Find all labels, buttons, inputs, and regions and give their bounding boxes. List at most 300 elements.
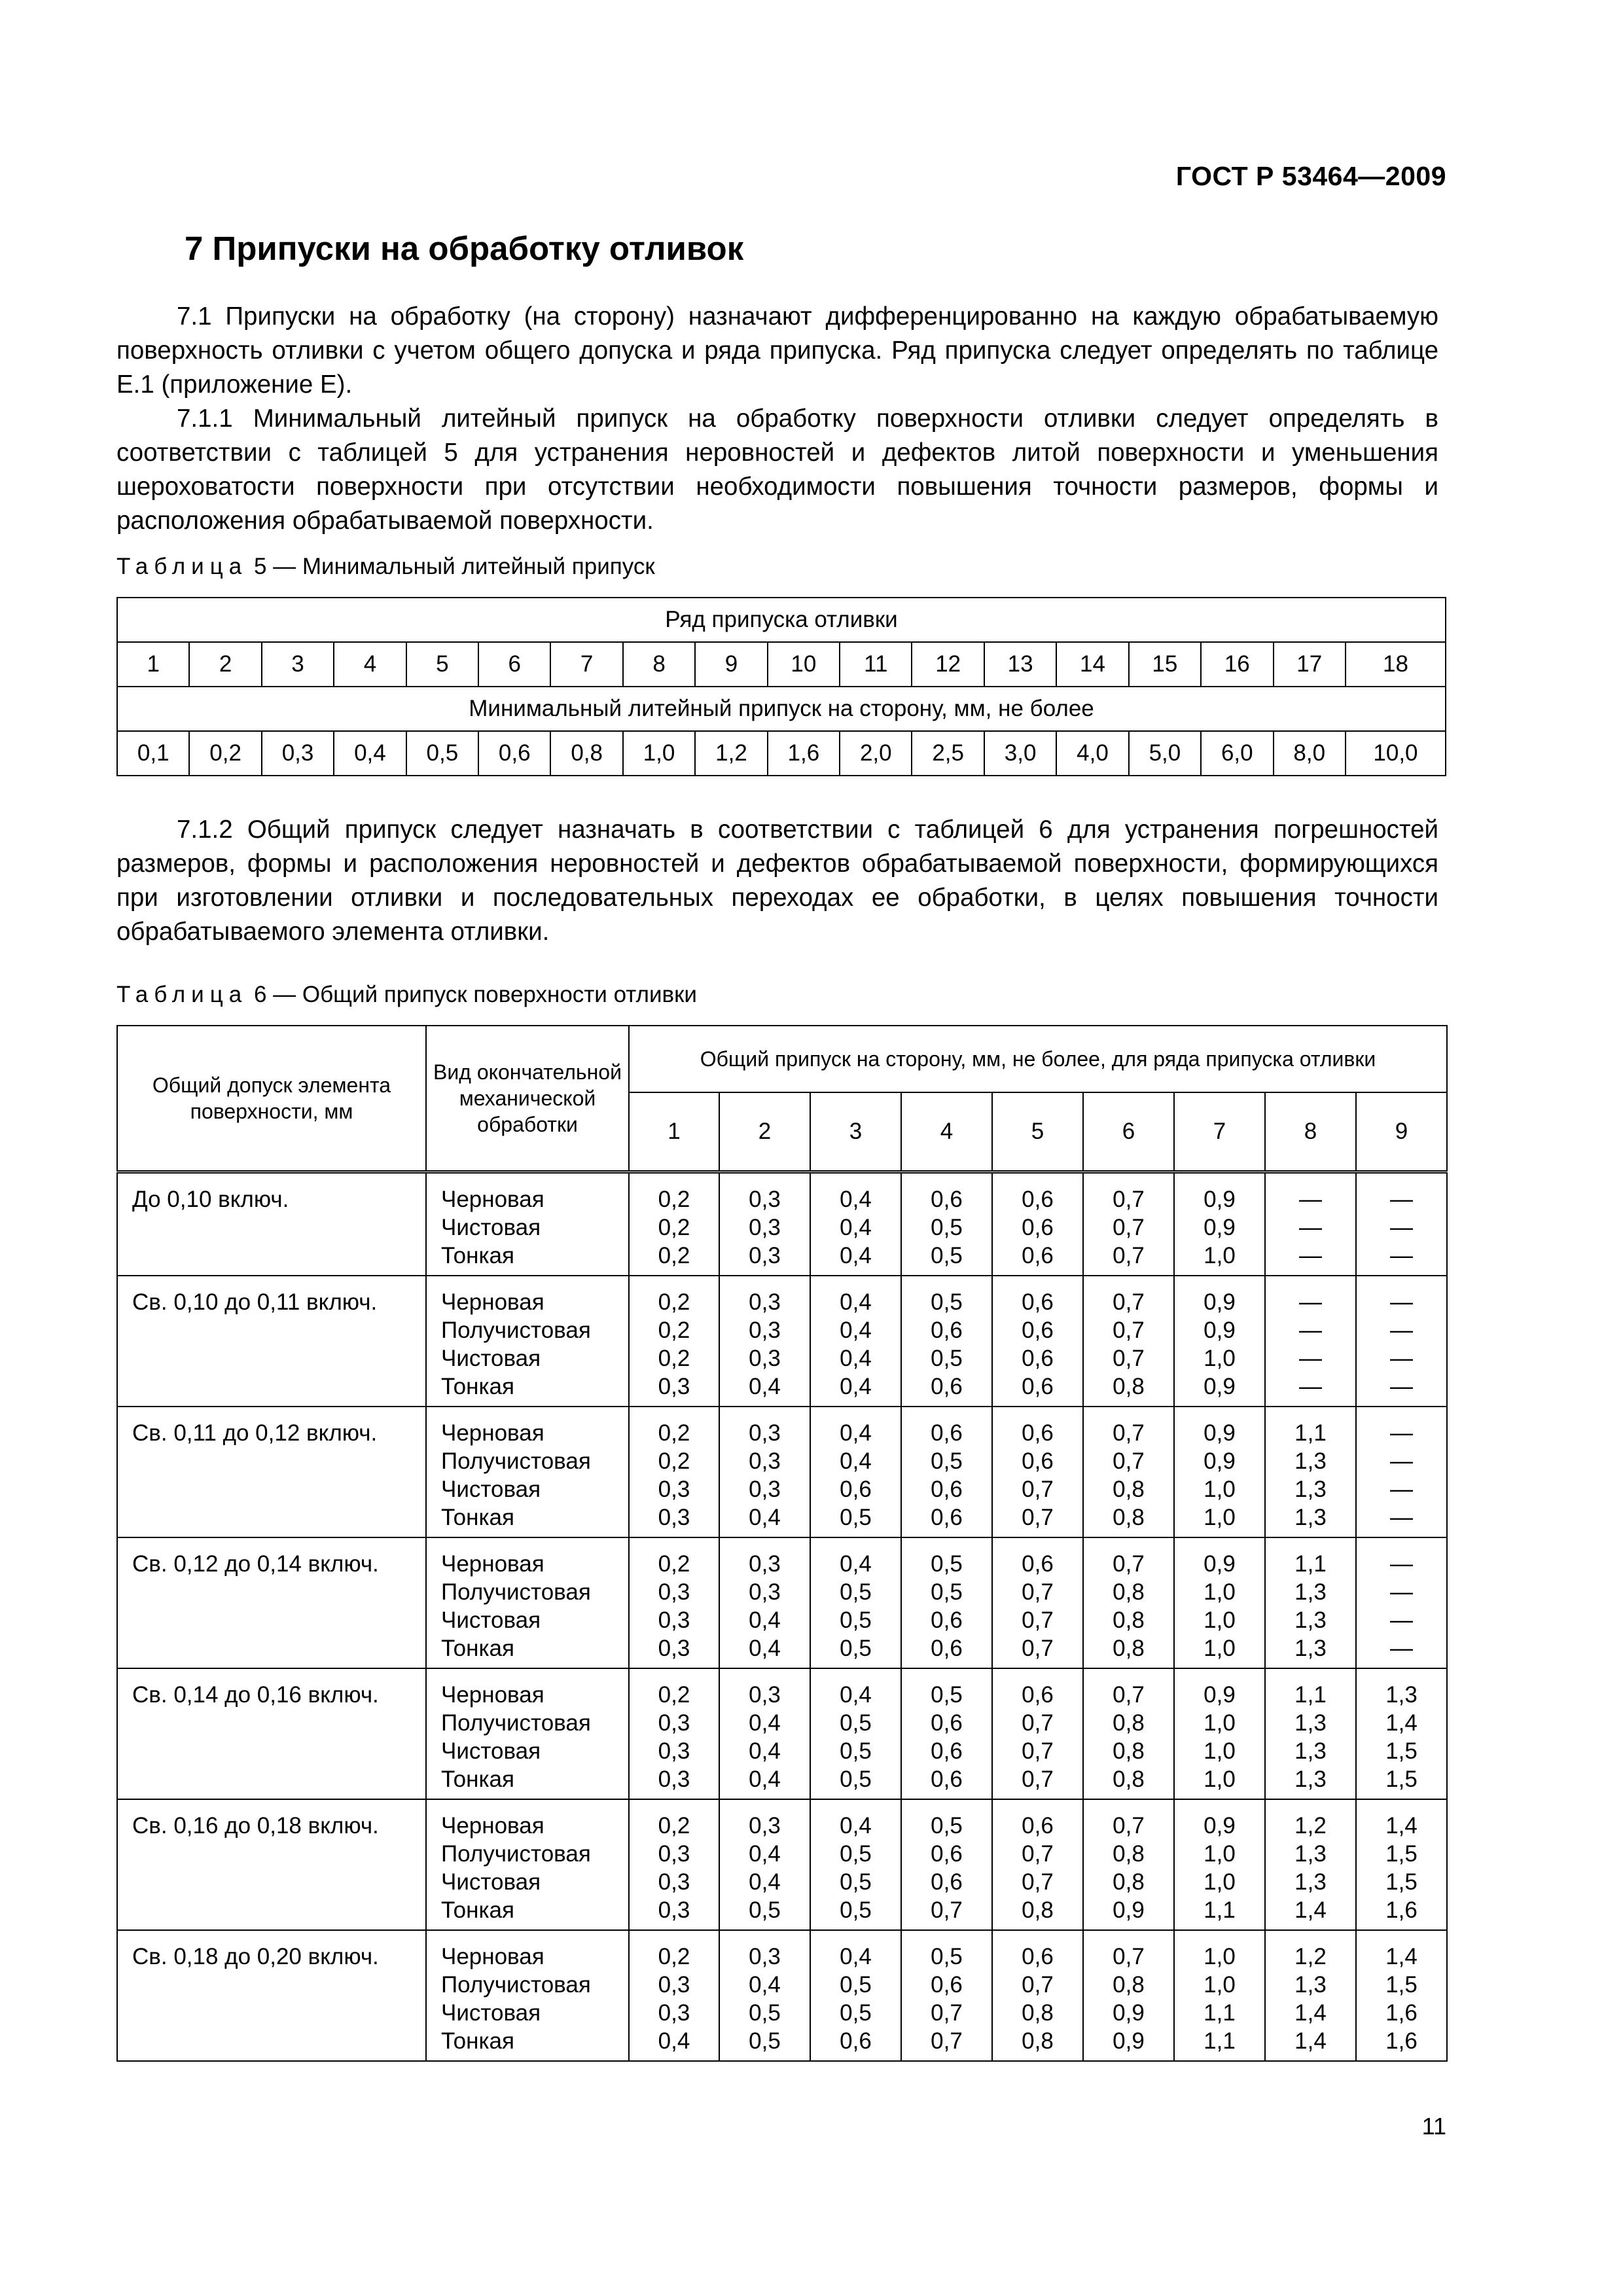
table6-value-line: —: [1299, 1289, 1322, 1315]
table6-value-line: 0,4: [749, 1841, 781, 1867]
table6-value-cell: [810, 1537, 901, 1668]
table6-value-line: 0,6: [1022, 1243, 1054, 1268]
table6-value-line: 0,4: [749, 1710, 781, 1736]
table6-series-cell: 5: [992, 1092, 1083, 1172]
table6-kind-line: Черновая: [441, 1420, 544, 1446]
table6-value-line: 1,1: [1294, 1682, 1327, 1708]
table6-value-line: 0,5: [931, 1289, 963, 1315]
table6-value-cell: [992, 1407, 1083, 1537]
table6-kind-cell: [426, 1276, 629, 1407]
table-6: [116, 1025, 1448, 2062]
table6-value-line: 0,6: [931, 1972, 963, 1998]
table6-value-line: 0,7: [1113, 1289, 1145, 1315]
table6-value-line: 0,4: [840, 1289, 872, 1315]
table6-value-line: 0,3: [749, 1318, 781, 1343]
table6-value-line: 0,6: [1022, 1215, 1054, 1240]
table6-value-line: 0,4: [840, 1187, 872, 1212]
table6-value-line: 0,3: [658, 1636, 690, 1661]
table6-value-line: 1,3: [1294, 1841, 1327, 1867]
table6-value-cell: [810, 1172, 901, 1276]
table6-value-line: 0,8: [1113, 1607, 1145, 1633]
table5-series-cell: 14: [1056, 642, 1128, 687]
table6-value-line: 0,3: [658, 1607, 690, 1633]
table6-value-line: —: [1390, 1477, 1414, 1502]
table5-value-cell: 2,5: [912, 731, 984, 776]
table6-value-line: 0,4: [749, 1374, 781, 1399]
table6-value-cell: [992, 1930, 1083, 2061]
table6-value-line: 0,9: [1204, 1215, 1236, 1240]
table6-value-line: 0,2: [658, 1289, 690, 1315]
table6-kind-line: Чистовая: [441, 1869, 541, 1895]
table6-value-line: 0,8: [1022, 2028, 1054, 2054]
table6-value-line: 0,8: [1113, 1767, 1145, 1792]
table6-group-row: [117, 1799, 1447, 1930]
table6-value-cell: [1356, 1407, 1447, 1537]
table6-value-line: 0,5: [840, 1579, 872, 1605]
table5-series-cell: 3: [262, 642, 334, 687]
table6-value-cell: [1265, 1930, 1356, 2061]
table6-value-cell: [719, 1799, 810, 1930]
table6-value-cell: [992, 1537, 1083, 1668]
table6-series-cell: 7: [1174, 1092, 1265, 1172]
table6-kind-line: Получистовая: [441, 1972, 591, 1998]
table6-value-line: 0,6: [931, 1374, 963, 1399]
table5-series-cell: 4: [334, 642, 406, 687]
table6-value-line: 0,6: [1022, 1187, 1054, 1212]
table6-value-cell: [629, 1537, 719, 1668]
table6-value-line: 0,8: [1113, 1869, 1145, 1895]
table6-value-cell: [992, 1668, 1083, 1799]
table6-group-row: [117, 1930, 1447, 2061]
table6-value-cell: [1174, 1172, 1265, 1276]
table6-value-line: 0,8: [1113, 1477, 1145, 1502]
table6-value-line: —: [1390, 1448, 1414, 1474]
table6-value-line: 1,0: [1204, 1243, 1236, 1268]
table6-value-line: 0,7: [1022, 1477, 1054, 1502]
table6-range-cell: До 0,10 включ.: [117, 1172, 426, 1276]
table6-value-line: 1,4: [1294, 2028, 1327, 2054]
table6-kind-cell: [426, 1407, 629, 1537]
table6-value-line: 1,6: [1385, 2028, 1418, 2054]
table6-value-line: 1,0: [1204, 1346, 1236, 1371]
table6-value-line: 0,3: [658, 1505, 690, 1530]
table6-kind-line: Черновая: [441, 1551, 544, 1577]
table6-value-line: 0,9: [1204, 1813, 1236, 1839]
table6-value-line: 0,4: [840, 1682, 872, 1708]
table6-value-line: 0,3: [658, 1767, 690, 1792]
table5-value-cell: 4,0: [1056, 731, 1128, 776]
table6-value-cell: [1174, 1407, 1265, 1537]
table6-value-cell: [1083, 1172, 1174, 1276]
table6-value-line: 0,6: [1022, 1682, 1054, 1708]
paragraph-7-1-2: 7.1.2 Общий припуск следует назначать в соответствии с таблицей 6 для устранения погрешностей размеров, формы и расположения неровностей и дефектов обрабатываемой поверхности, формирующихся при изготовлении отливки и последовательных переходах ее обработки, в целях повышения точности обрабатываемого элемента отливки.: [116, 816, 1438, 946]
table6-kind-line: Черновая: [441, 1187, 544, 1212]
table6-value-line: 0,6: [840, 1477, 872, 1502]
table6-group-row: [117, 1172, 1447, 1276]
table5-series-cell: 15: [1129, 642, 1201, 687]
table6-range-cell: Св. 0,16 до 0,18 включ.: [117, 1799, 426, 1930]
table6-group-row: [117, 1537, 1447, 1668]
table6-value-line: 1,4: [1294, 1897, 1327, 1923]
table6-value-line: 0,9: [1204, 1187, 1236, 1212]
table6-value-line: 0,3: [749, 1682, 781, 1708]
table6-value-line: 0,5: [840, 2000, 872, 2026]
table5-series-cell: 7: [550, 642, 622, 687]
table6-value-line: 0,7: [1022, 1767, 1054, 1792]
table6-value-line: 0,4: [840, 1420, 872, 1446]
table6-value-line: 0,3: [749, 1215, 781, 1240]
table6-value-cell: [1174, 1537, 1265, 1668]
table6-value-cell: [901, 1172, 992, 1276]
table6-value-line: 1,2: [1294, 1813, 1327, 1839]
table6-value-line: 0,3: [749, 1944, 781, 1969]
table6-value-line: 0,5: [931, 1243, 963, 1268]
table6-value-cell: [1174, 1668, 1265, 1799]
table6-value-line: 0,2: [658, 1318, 690, 1343]
table6-value-line: 0,9: [1204, 1318, 1236, 1343]
table6-value-line: 0,6: [931, 1767, 963, 1792]
table6-value-line: 1,0: [1204, 1738, 1236, 1764]
table6-value-line: 1,6: [1385, 2000, 1418, 2026]
table6-value-line: 1,5: [1385, 1972, 1418, 1998]
table6-value-line: —: [1299, 1187, 1322, 1212]
table6-value-cell: [901, 1668, 992, 1799]
table6-value-line: 1,3: [1294, 1448, 1327, 1474]
table6-value-cell: [810, 1407, 901, 1537]
table6-value-line: 0,8: [1113, 1738, 1145, 1764]
table6-value-cell: [719, 1930, 810, 2061]
table6-value-cell: [719, 1537, 810, 1668]
table6-value-line: 0,7: [1113, 1346, 1145, 1371]
table6-value-line: 0,9: [1113, 2028, 1145, 2054]
table6-value-line: 0,6: [1022, 1289, 1054, 1315]
table6-value-cell: [1083, 1276, 1174, 1407]
table5-series-cell: 16: [1201, 642, 1273, 687]
table6-kind-line: Тонкая: [441, 2028, 514, 2054]
table5-header-row: [117, 598, 1446, 642]
table6-value-line: 0,7: [1022, 1710, 1054, 1736]
table6-value-line: 0,6: [1022, 1346, 1054, 1371]
table-5: [116, 597, 1446, 776]
table6-allowance-header: Общий припуск на сторону, мм, не более, для ряда припуска отливки: [629, 1026, 1447, 1092]
table6-value-cell: [810, 1799, 901, 1930]
table6-value-line: 0,2: [658, 1420, 690, 1446]
table5-value-cell: 2,0: [840, 731, 912, 776]
table6-value-line: 0,8: [1113, 1710, 1145, 1736]
table6-value-cell: [1174, 1930, 1265, 2061]
table6-value-cell: [1356, 1537, 1447, 1668]
table6-value-line: 0,2: [658, 1551, 690, 1577]
table6-value-cell: [1265, 1537, 1356, 1668]
table6-value-line: 0,3: [658, 1477, 690, 1502]
paragraph-block-2: [116, 813, 1438, 949]
table6-value-line: 0,5: [931, 1944, 963, 1969]
table5-series-header: Ряд припуска отливки: [117, 598, 1446, 642]
table5-series-cell: 12: [912, 642, 984, 687]
table6-value-line: 0,6: [1022, 1944, 1054, 1969]
table6-value-line: 0,7: [1022, 1636, 1054, 1661]
table6-value-line: 0,7: [1113, 1551, 1145, 1577]
table6-value-line: —: [1390, 1551, 1414, 1577]
table6-value-line: —: [1390, 1289, 1414, 1315]
table6-value-line: 1,5: [1385, 1738, 1418, 1764]
table6-value-cell: [810, 1276, 901, 1407]
table6-value-cell: [629, 1799, 719, 1930]
table6-value-line: —: [1390, 1243, 1414, 1268]
table6-value-cell: [1265, 1276, 1356, 1407]
table6-value-line: 0,5: [840, 1972, 872, 1998]
table6-value-line: 1,5: [1385, 1869, 1418, 1895]
table6-value-cell: [1356, 1172, 1447, 1276]
table6-value-line: 0,5: [931, 1813, 963, 1839]
paragraph-7-1-1: 7.1.1 Минимальный литейный припуск на обработку поверхности отливки следует определять в соответствии с таблицей 5 для устранения неровностей и дефектов литой поверхности и уменьшения шероховатости поверхности при отсутствии необходимости повышения точности размеров, формы и расположения обрабатываемой поверхности.: [116, 404, 1438, 535]
table6-value-line: 1,4: [1385, 1710, 1418, 1736]
table6-value-line: 1,6: [1385, 1897, 1418, 1923]
table6-series-cell: 1: [629, 1092, 719, 1172]
table6-value-line: 0,7: [1113, 1448, 1145, 1474]
table6-value-line: 0,7: [1113, 1813, 1145, 1839]
table5-series-cell: 13: [984, 642, 1056, 687]
table6-value-line: 0,3: [658, 1897, 690, 1923]
table5-value-cell: 0,4: [334, 731, 406, 776]
table6-value-line: 0,5: [840, 1767, 872, 1792]
table6-value-line: 0,6: [931, 1710, 963, 1736]
table6-value-line: —: [1390, 1420, 1414, 1446]
section-title: 7 Припуски на обработку отливок: [185, 230, 744, 267]
table6-value-line: 0,7: [931, 1897, 963, 1923]
table6-value-line: —: [1390, 1505, 1414, 1530]
table6-kind-line: Получистовая: [441, 1710, 591, 1736]
table6-series-cell: 4: [901, 1092, 992, 1172]
table6-value-cell: [719, 1276, 810, 1407]
table5-caption-word: Таблица: [116, 554, 248, 579]
table5-series-cell: 8: [623, 642, 695, 687]
table6-value-line: 0,6: [931, 1187, 963, 1212]
table6-value-line: 0,4: [840, 1318, 872, 1343]
table6-value-cell: [992, 1799, 1083, 1930]
table6-value-line: 0,4: [749, 1738, 781, 1764]
table6-value-line: 1,3: [1294, 1607, 1327, 1633]
table6-value-line: 0,4: [840, 1944, 872, 1969]
table6-value-line: 0,8: [1113, 1374, 1145, 1399]
table6-value-line: 0,5: [749, 2000, 781, 2026]
table6-value-line: 1,0: [1204, 1636, 1236, 1661]
table6-value-line: 0,6: [1022, 1318, 1054, 1343]
table6-group-row: [117, 1276, 1447, 1407]
table6-value-line: 0,9: [1204, 1682, 1236, 1708]
table6-value-line: 1,3: [1294, 1477, 1327, 1502]
table6-value-line: 1,5: [1385, 1767, 1418, 1792]
table6-value-line: 0,7: [1113, 1243, 1145, 1268]
table6-value-line: 0,6: [931, 1477, 963, 1502]
table6-value-line: 0,7: [931, 2028, 963, 2054]
table6-value-line: 0,7: [1113, 1682, 1145, 1708]
table6-value-line: 0,6: [931, 1607, 963, 1633]
table6-kind-line: Чистовая: [441, 1346, 541, 1371]
table5-series-cell: 5: [406, 642, 478, 687]
table6-value-cell: [1356, 1668, 1447, 1799]
table6-value-line: 1,3: [1294, 1869, 1327, 1895]
table6-value-cell: [629, 1668, 719, 1799]
table6-kind-line: Черновая: [441, 1289, 544, 1315]
table5-value-cell: 1,0: [623, 731, 695, 776]
table6-kind-line: Черновая: [441, 1813, 544, 1839]
table6-value-line: 0,4: [658, 2028, 690, 2054]
table6-value-cell: [1265, 1407, 1356, 1537]
table6-value-cell: [1174, 1799, 1265, 1930]
table6-value-line: 1,0: [1204, 1505, 1236, 1530]
table6-kind-line: Получистовая: [441, 1318, 591, 1343]
table6-value-line: 0,7: [1113, 1215, 1145, 1240]
table6-value-line: 0,8: [1113, 1841, 1145, 1867]
table6-value-line: 1,2: [1294, 1944, 1327, 1969]
table6-value-line: 0,3: [658, 1579, 690, 1605]
table6-value-line: 0,6: [931, 1738, 963, 1764]
table6-value-line: 0,6: [931, 1318, 963, 1343]
table6-value-cell: [901, 1799, 992, 1930]
table6-value-line: 1,1: [1294, 1551, 1327, 1577]
table6-value-line: 0,4: [840, 1374, 872, 1399]
table5-value-cell: 0,6: [478, 731, 550, 776]
table6-value-cell: [1083, 1799, 1174, 1930]
table5-value-cell: 0,3: [262, 731, 334, 776]
table6-value-line: 1,0: [1204, 1710, 1236, 1736]
table6-tolerance-header: Общий допуск элемента поверхности, мм: [117, 1026, 426, 1172]
table5-value-cell: 5,0: [1129, 731, 1201, 776]
table6-value-line: 0,7: [1113, 1318, 1145, 1343]
table6-value-line: 0,8: [1022, 1897, 1054, 1923]
table6-value-line: —: [1299, 1374, 1322, 1399]
table6-value-line: 0,8: [1113, 1505, 1145, 1530]
table6-value-cell: [1265, 1172, 1356, 1276]
table6-kind-cell: [426, 1668, 629, 1799]
table6-value-line: 0,4: [840, 1813, 872, 1839]
table6-value-line: 0,3: [749, 1813, 781, 1839]
table6-value-line: 0,7: [1022, 1579, 1054, 1605]
table6-value-line: 0,5: [931, 1682, 963, 1708]
table6-value-line: 0,3: [749, 1289, 781, 1315]
table6-group-row: [117, 1668, 1447, 1799]
table5-series-cell: 10: [768, 642, 840, 687]
table5-series-cell: 17: [1274, 642, 1346, 687]
table6-value-line: 0,4: [749, 1972, 781, 1998]
table5-value-cell: 8,0: [1274, 731, 1346, 776]
table6-value-line: 0,3: [749, 1187, 781, 1212]
table5-values-row: [117, 731, 1446, 776]
table5-values-header: Минимальный литейный припуск на сторону, мм, не более: [117, 687, 1446, 731]
table6-value-line: 0,4: [840, 1243, 872, 1268]
table6-value-line: 0,6: [931, 1420, 963, 1446]
table6-value-line: 1,4: [1294, 2000, 1327, 2026]
table6-kind-line: Черновая: [441, 1944, 544, 1969]
table6-value-line: 1,3: [1294, 1636, 1327, 1661]
table6-caption-text: 6 — Общий припуск поверхности отливки: [247, 982, 697, 1007]
table6-value-line: 0,9: [1204, 1448, 1236, 1474]
table6-value-line: 0,6: [1022, 1420, 1054, 1446]
table6-value-cell: [719, 1172, 810, 1276]
table6-value-cell: [719, 1407, 810, 1537]
table6-value-line: 1,0: [1204, 1944, 1236, 1969]
table6-value-line: 0,5: [931, 1448, 963, 1474]
table6-kind-line: Тонкая: [441, 1374, 514, 1399]
table6-value-line: 0,3: [749, 1551, 781, 1577]
table6-value-line: 0,5: [840, 1607, 872, 1633]
table6-value-line: 0,2: [658, 1243, 690, 1268]
table5-value-cell: 0,1: [117, 731, 189, 776]
table6-value-line: —: [1299, 1346, 1322, 1371]
table6-value-line: 0,9: [1113, 2000, 1145, 2026]
table6-kind-line: Получистовая: [441, 1579, 591, 1605]
table6-value-line: 0,5: [840, 1738, 872, 1764]
table6-value-line: 0,8: [1113, 1636, 1145, 1661]
table6-value-cell: [1083, 1537, 1174, 1668]
table6-value-line: 1,3: [1294, 1579, 1327, 1605]
table6-value-line: 0,7: [1022, 1607, 1054, 1633]
table6-value-line: 0,4: [749, 1607, 781, 1633]
table6-value-line: 0,6: [1022, 1374, 1054, 1399]
table6-value-cell: [719, 1668, 810, 1799]
table6-value-line: —: [1390, 1187, 1414, 1212]
table6-value-line: 1,1: [1204, 2028, 1236, 2054]
table6-value-line: 0,3: [658, 1841, 690, 1867]
table6-series-cell: 2: [719, 1092, 810, 1172]
table6-value-line: 0,3: [658, 1972, 690, 1998]
table6-kind-cell: [426, 1537, 629, 1668]
table6-value-line: 0,4: [749, 1869, 781, 1895]
table6-value-cell: [810, 1668, 901, 1799]
table6-kind-cell: [426, 1930, 629, 2061]
table6-value-line: —: [1299, 1318, 1322, 1343]
table6-value-line: 0,8: [1022, 2000, 1054, 2026]
table6-kind-line: Чистовая: [441, 1607, 541, 1633]
table6-value-line: 0,4: [840, 1551, 872, 1577]
table6-range-cell: Св. 0,11 до 0,12 включ.: [117, 1407, 426, 1537]
table6-value-line: 0,7: [1113, 1420, 1145, 1446]
table6-value-line: 0,6: [931, 1869, 963, 1895]
table6-value-cell: [1356, 1799, 1447, 1930]
table6-value-cell: [992, 1276, 1083, 1407]
table6-range-cell: Св. 0,12 до 0,14 включ.: [117, 1537, 426, 1668]
table6-value-line: 0,6: [840, 2028, 872, 2054]
table6-value-cell: [629, 1930, 719, 2061]
page-number: 11: [1421, 2113, 1446, 2140]
table6-value-line: 0,3: [749, 1243, 781, 1268]
table6-value-cell: [1356, 1276, 1447, 1407]
table6-range-cell: Св. 0,14 до 0,16 включ.: [117, 1668, 426, 1799]
table6-value-line: 0,3: [749, 1579, 781, 1605]
table6-value-line: 0,5: [840, 1897, 872, 1923]
table6-value-line: 0,4: [749, 1505, 781, 1530]
table6-value-line: 0,3: [749, 1346, 781, 1371]
table5-value-cell: 0,2: [189, 731, 261, 776]
table6-value-line: 0,4: [749, 1636, 781, 1661]
table6-value-line: —: [1299, 1243, 1322, 1268]
table6-value-cell: [901, 1537, 992, 1668]
table6-value-cell: [810, 1930, 901, 2061]
table6-series-cell: 9: [1356, 1092, 1447, 1172]
paragraph-7-1: 7.1 Припуски на обработку (на сторону) назначают дифференцированно на каждую обрабатываемую поверхность отливки с учетом общего допуска и ряда припуска. Ряд припуска следует определять по таблице Е.1 (приложение Е).: [116, 302, 1438, 399]
table6-value-line: 0,3: [658, 2000, 690, 2026]
table6-value-line: 1,1: [1204, 1897, 1236, 1923]
table6-kind-line: Тонкая: [441, 1897, 514, 1923]
table6-kind-line: Получистовая: [441, 1841, 591, 1867]
table6-value-line: 0,2: [658, 1448, 690, 1474]
table6-value-cell: [1265, 1799, 1356, 1930]
table6-value-line: 1,4: [1385, 1813, 1418, 1839]
table5-series-row: [117, 642, 1446, 687]
table6-group-row: [117, 1407, 1447, 1537]
table6-kind-line: Черновая: [441, 1682, 544, 1708]
